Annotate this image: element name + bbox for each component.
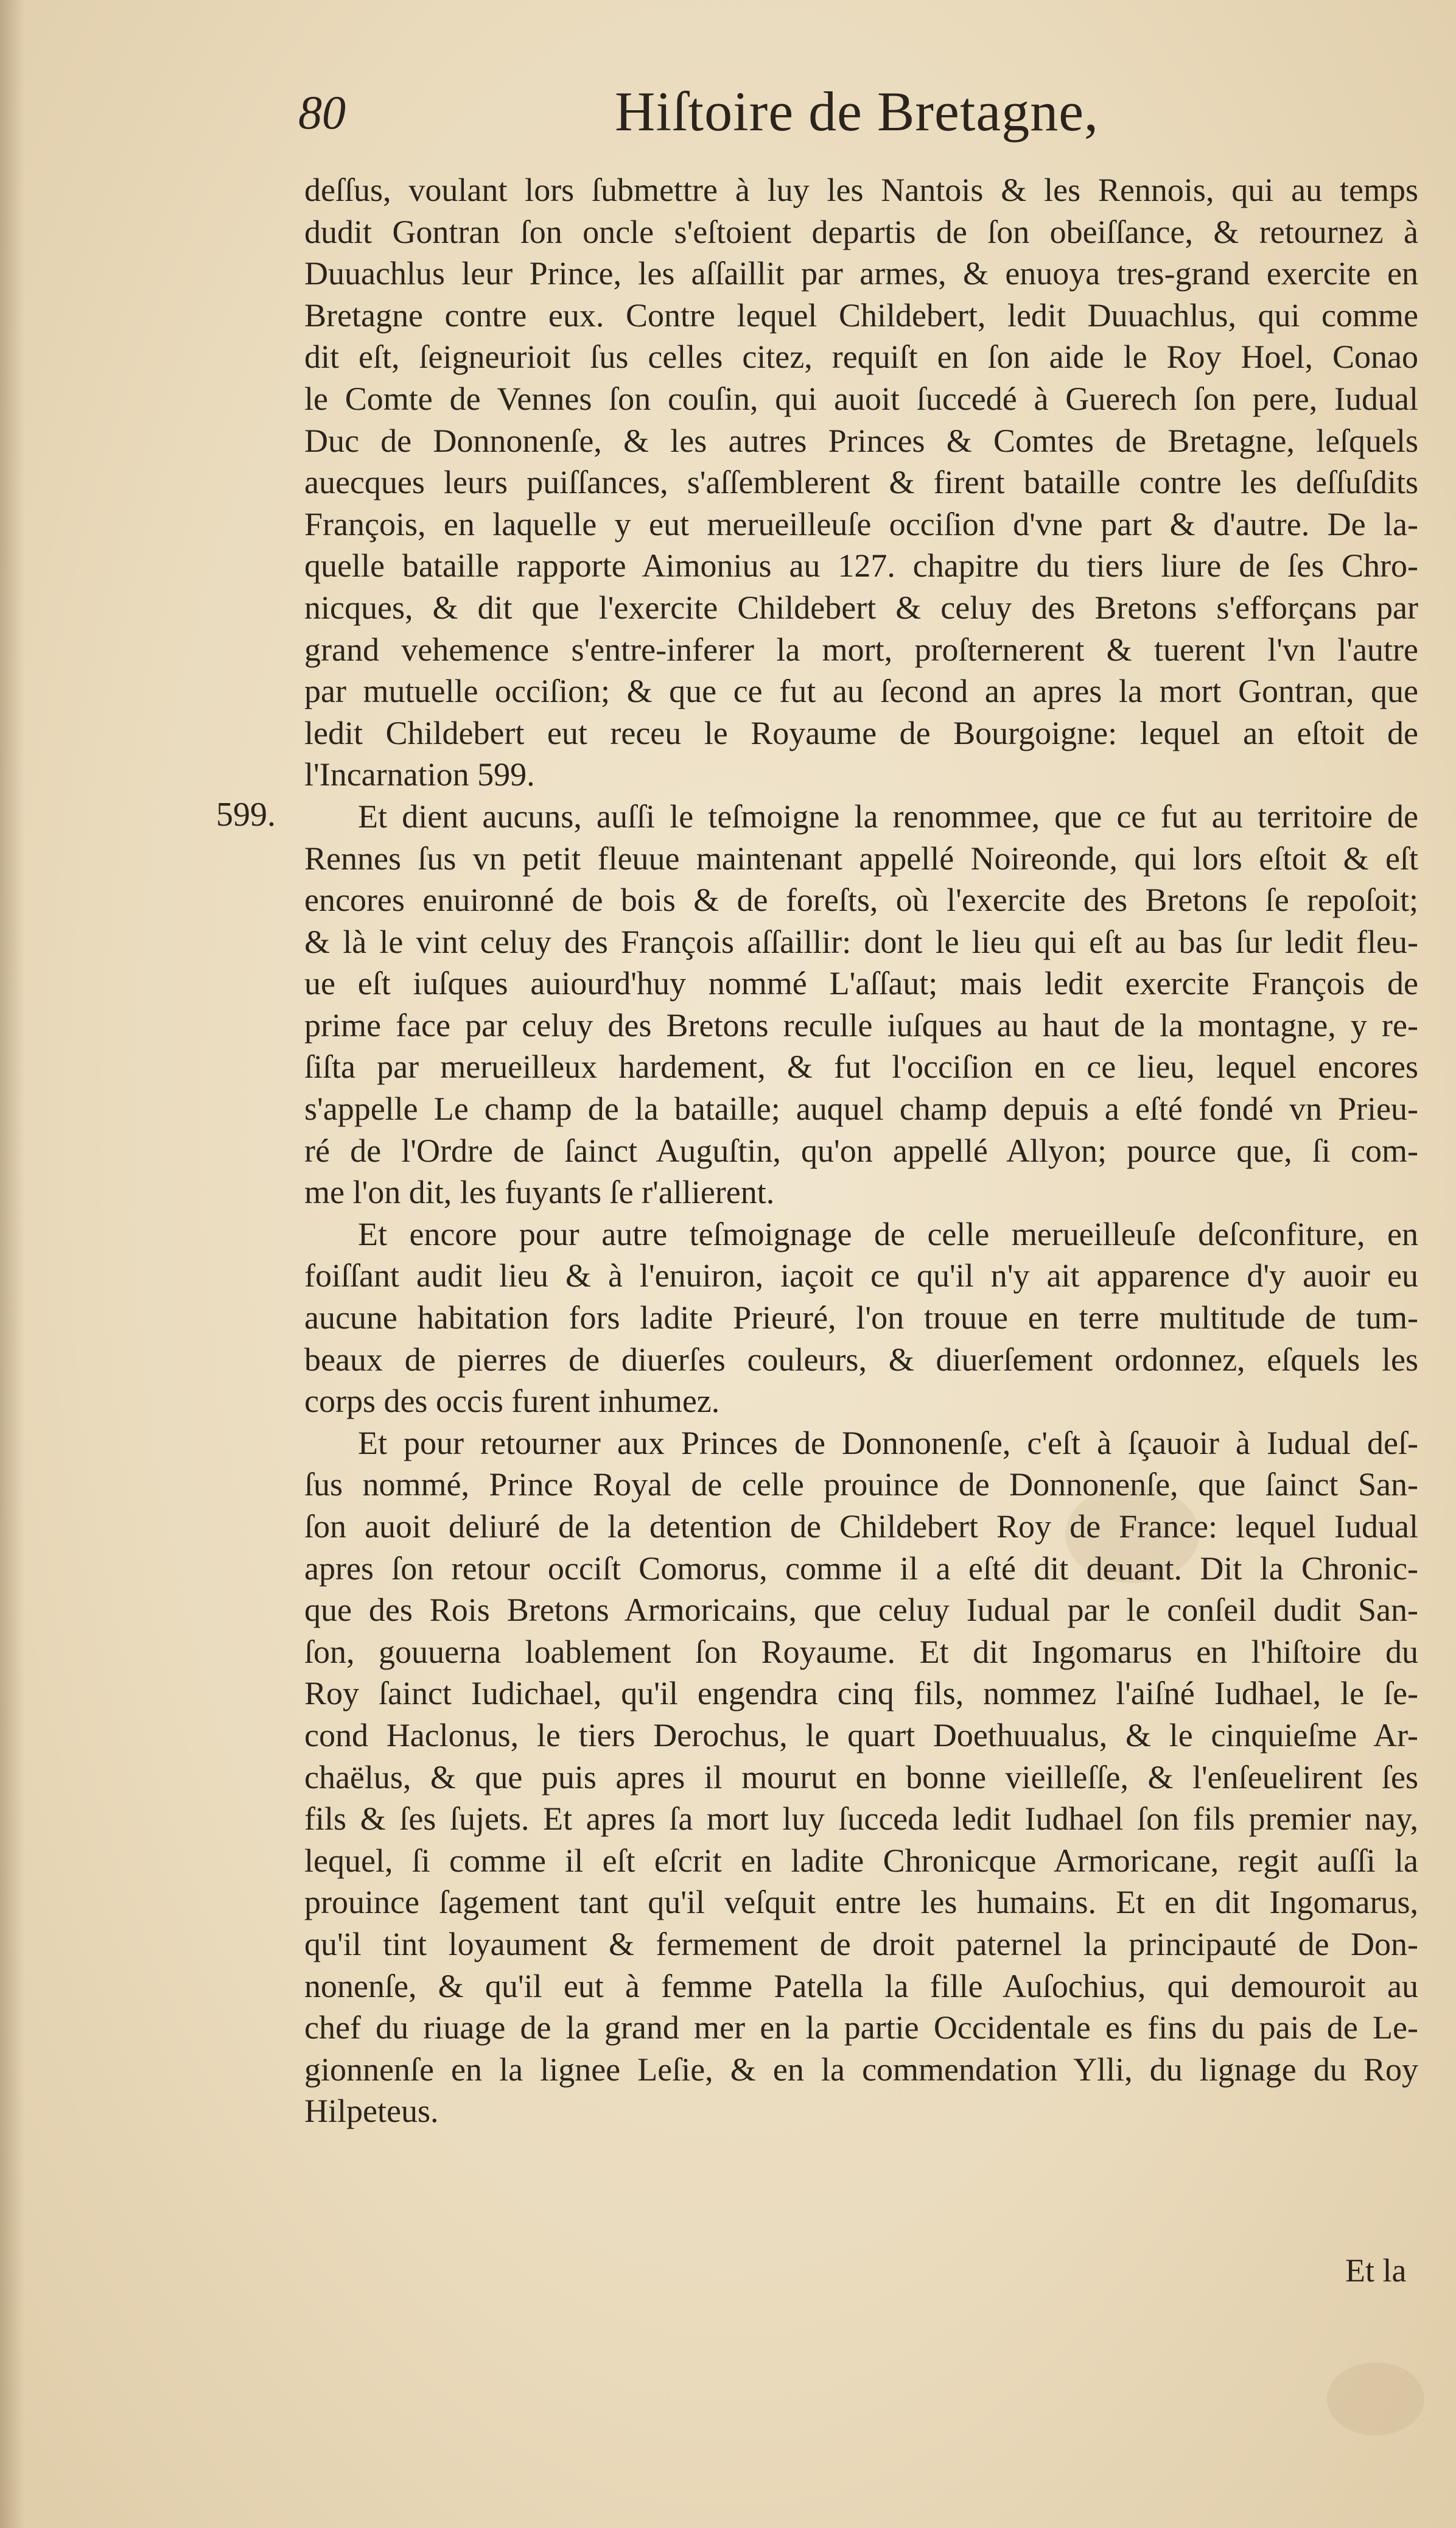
paragraph xyxy=(304,1213,1418,1422)
text-line: François, en laquelle y eut merueilleuſe occiſion d'vne part & d'autre. De la- xyxy=(304,505,1418,542)
text-line: ue eſt iuſques auiourd'huy nommé L'aſſaut; mais ledit exercite François de xyxy=(304,965,1418,1002)
paragraph xyxy=(304,169,1418,796)
text-line: corps des occis furent inhumez. xyxy=(304,1383,720,1420)
text-line: Rennes ſus vn petit fleuue maintenant appellé Noireonde, qui lors eſtoit & eſt xyxy=(304,840,1418,877)
running-title: Hiſtoire de Bretagne, xyxy=(615,80,1099,142)
text-line: Roy ſainct Iudichael, qu'il engendra cinq fils, nommez l'aiſné Iudhael, le ſe- xyxy=(304,1675,1418,1712)
text-line: ſon, gouuerna loablement ſon Royaume. Et dit Ingomarus en l'hiſtoire du xyxy=(304,1633,1418,1670)
text-line: ré de l'Ordre de ſainct Auguſtin, qu'on appellé Allyon; pource que, ſi com- xyxy=(304,1132,1418,1169)
text-line: apres ſon retour occiſt Comorus, comme il a eſté dit deuant. Dit la Chronic- xyxy=(304,1550,1418,1587)
text-line: nonenſe, & qu'il eut à femme Patella la fille Auſochius, qui demouroit au xyxy=(304,1967,1418,2004)
text-line: Bretagne contre eux. Contre lequel Childebert, ledit Duuachlus, qui comme xyxy=(304,297,1418,334)
text-line: encores enuironné de bois & de foreſts, où l'exercite des Bretons ſe repoſoit; xyxy=(304,882,1418,919)
margin-year-note: 599. xyxy=(216,796,276,834)
text-line: l'Incarnation 599. xyxy=(304,756,535,793)
text-line: me l'on dit, les fuyants ſe r'allierent. xyxy=(304,1174,775,1211)
text-line: dit eſt, ſeigneurioit ſus celles citez, requiſt en ſon aide le Roy Hoel, Conao xyxy=(304,339,1418,376)
text-line: chaëlus, & que puis apres il mourut en bonne vieilleſſe, & l'enſeuelirent ſes xyxy=(304,1758,1418,1796)
text-line: quelle bataille rapporte Aimonius au 127. chapitre du tiers liure de ſes Chro- xyxy=(304,547,1418,585)
text-line: Et pour retourner aux Princes de Donnonenſe, c'eſt à ſçauoir à Iudual deſ- xyxy=(358,1424,1418,1461)
text-line: Hilpeteus. xyxy=(304,2093,439,2130)
text-line: par mutuelle occiſion; & que ce fut au ſecond an apres la mort Gontran, que xyxy=(304,673,1418,710)
text-line: que des Rois Bretons Armoricains, que celuy Iudual par le conſeil dudit San- xyxy=(304,1592,1418,1629)
text-line: s'appelle Le champ de la bataille; auquel champ depuis a eſté fondé vn Prieu- xyxy=(304,1090,1418,1128)
page-number: 80 xyxy=(298,86,346,139)
text-line: Et dient aucuns, auſſi le teſmoigne la renommee, que ce fut au territoire de xyxy=(358,798,1418,835)
text-line: gionnenſe en la lignee Leſie, & en la commendation Ylli, du lignage du Roy xyxy=(304,2051,1418,2088)
text-line: & là le vint celuy des François aſſaillir: dont le lieu qui eſt au bas ſur ledit fleu- xyxy=(304,923,1418,960)
text-line: deſſus, voulant lors ſubmettre à luy les Nantois & les Rennois, qui au temps xyxy=(304,172,1418,208)
text-line: Duc de Donnonenſe, & les autres Princes & Comtes de Bretagne, leſquels xyxy=(304,422,1418,459)
catchword: Et la xyxy=(1345,2252,1407,2289)
text-line: ſon auoit deliuré de la detention de Childebert Roy de France: lequel Iudual xyxy=(304,1508,1418,1545)
text-line: lequel, ſi comme il eſt eſcrit en ladite Chronicque Armoricane, regit auſſi la xyxy=(304,1842,1418,1879)
paper-stain xyxy=(1327,2362,1424,2435)
text-line: auecques leurs puiſſances, s'aſſemblerent & firent bataille contre les deſſuſdits xyxy=(304,464,1418,501)
text-line: nicques, & dit que l'exercite Childebert & celuy des Bretons s'efforçans par xyxy=(304,589,1418,626)
text-line: aucune habitation fors ladite Prieuré, l'on trouue en terre multitude de tum- xyxy=(304,1299,1418,1336)
text-line: prouince ſagement tant qu'il veſquit entre les humains. Et en dit Ingomarus, xyxy=(304,1884,1418,1921)
text-line: ſus nommé, Prince Royal de celle prouince de Donnonenſe, que ſainct San- xyxy=(304,1466,1418,1503)
text-line: grand vehemence s'entre-inferer la mort, proſternerent & tuerent l'vn l'autre xyxy=(304,631,1418,668)
text-line: cond Haclonus, le tiers Derochus, le quart Doethuualus, & le cinquieſme Ar- xyxy=(304,1716,1418,1754)
text-line: prime face par celuy des Bretons reculle iuſques au haut de la montagne, y re- xyxy=(304,1006,1418,1044)
paragraph xyxy=(304,796,1418,1213)
text-line: fils & ſes ſujets. Et apres ſa mort luy ſucceda ledit Iudhael ſon fils premier nay, xyxy=(304,1800,1418,1838)
page-header xyxy=(298,79,1150,164)
text-line: le Comte de Vennes ſon couſin, qui auoit ſuccedé à Guerech ſon pere, Iudual xyxy=(304,380,1418,417)
text-line: Duuachlus leur Prince, les aſſaillit par armes, & enuoya tres-grand exercite en xyxy=(304,255,1418,292)
text-line: beaux de pierres de diuerſes couleurs, & diuerſement ordonnez, eſquels les xyxy=(304,1341,1418,1378)
body-text xyxy=(304,169,1418,2132)
paragraph xyxy=(304,1422,1418,2132)
text-line: chef du riuage de la grand mer en la partie Occidentale es fins du pais de Le- xyxy=(304,2009,1418,2046)
text-line: ledit Childebert eut receu le Royaume de Bourgoigne: lequel an eſtoit de xyxy=(304,714,1418,751)
text-line: ſiſta par merueilleux hardement, & fut l'occiſion en ce lieu, lequel encores xyxy=(304,1048,1418,1086)
text-line: dudit Gontran ſon oncle s'eſtoient departis de ſon obeiſſance, & retournez à xyxy=(304,213,1418,250)
text-line: foiſſant audit lieu & à l'enuiron, iaçoit ce qu'il n'y ait apparence d'y auoir eu xyxy=(304,1257,1418,1294)
spine-shadow xyxy=(0,0,24,2528)
text-line: qu'il tint loyaument & fermement de droit paternel la principauté de Don- xyxy=(304,1925,1418,1962)
text-line: Et encore pour autre teſmoignage de celle merueilleuſe deſconfiture, en xyxy=(358,1215,1418,1252)
